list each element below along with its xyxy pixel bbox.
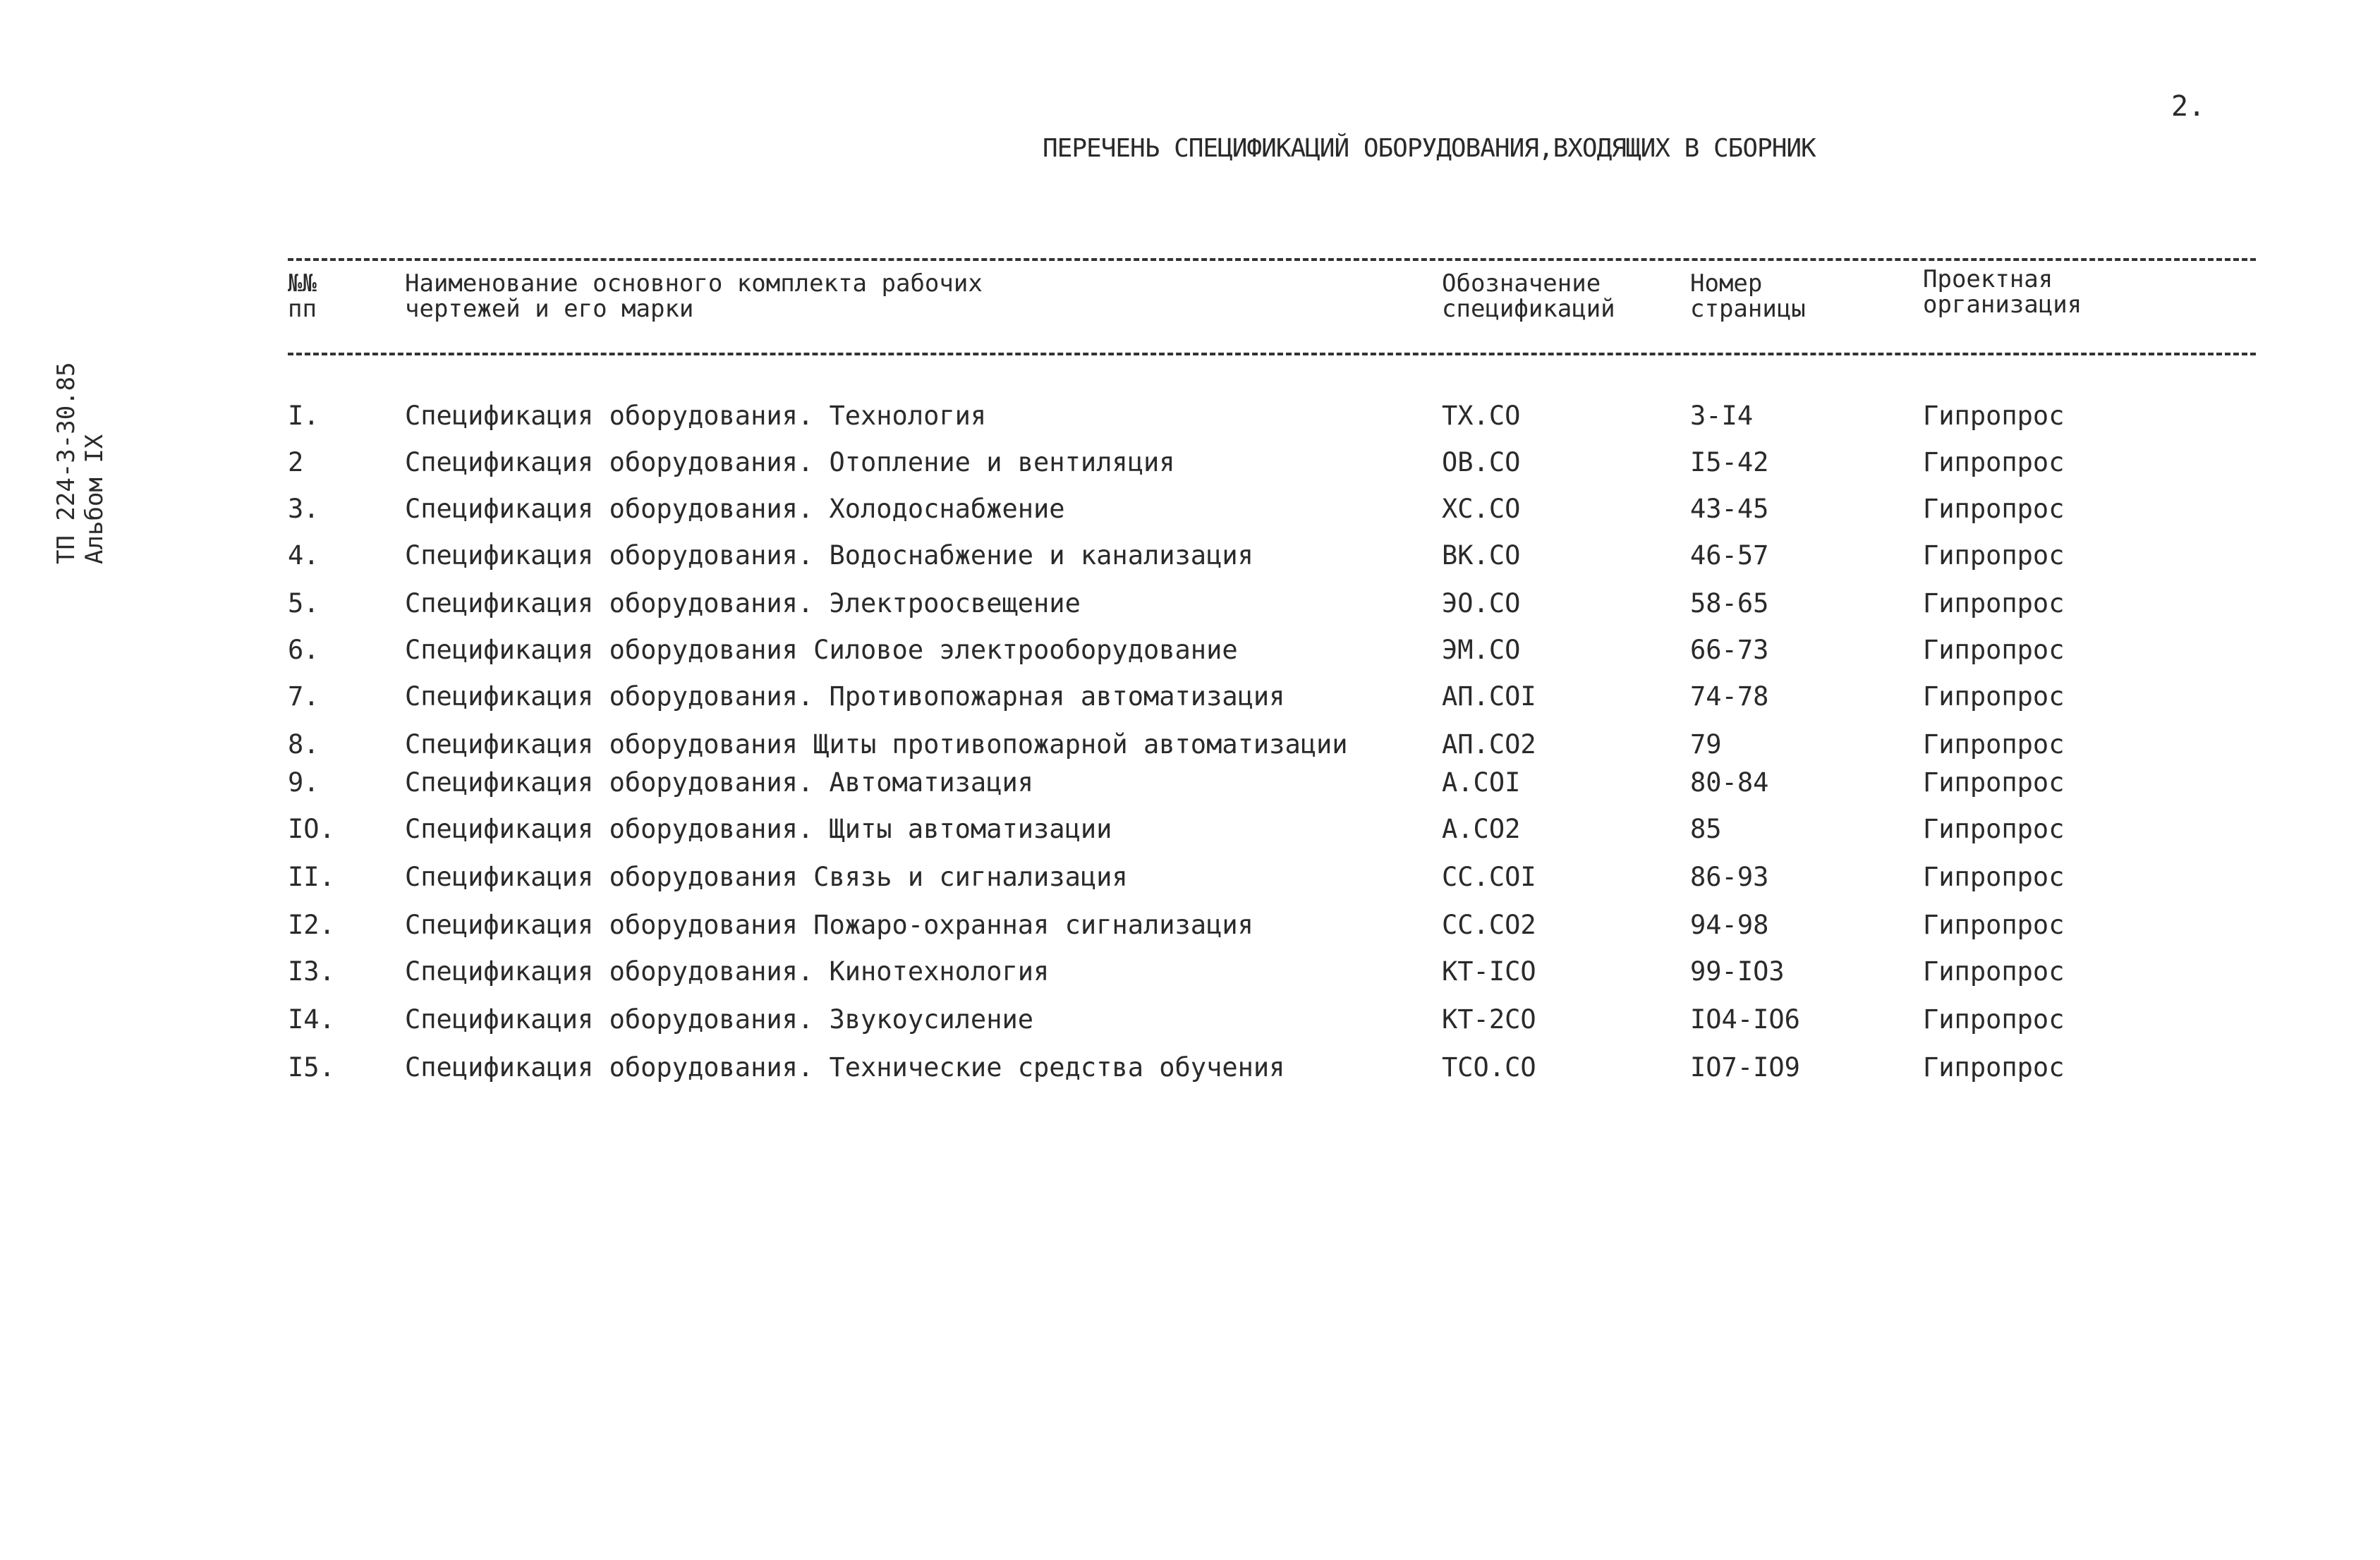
row-number: I. bbox=[288, 401, 320, 431]
row-pages: 74-78 bbox=[1690, 681, 1769, 712]
row-pages: 94-98 bbox=[1690, 910, 1769, 940]
row-number: I4. bbox=[288, 1004, 335, 1035]
row-code: ТХ.СО bbox=[1442, 401, 1521, 431]
header-num: №№ пп bbox=[288, 269, 317, 323]
row-code: АП.СО2 bbox=[1442, 729, 1536, 760]
row-code: ЭО.СО bbox=[1442, 588, 1521, 618]
row-pages: 66-73 bbox=[1690, 635, 1769, 665]
row-title: Спецификация оборудования. Автоматизация bbox=[405, 767, 1034, 798]
row-title: Спецификация оборудования. Холодоснабжение bbox=[405, 494, 1065, 524]
row-code: ЭМ.СО bbox=[1442, 635, 1521, 665]
row-code: СС.СОI bbox=[1442, 862, 1536, 892]
row-organization: Гипропрос bbox=[1923, 540, 2065, 571]
table-row bbox=[0, 447, 2380, 489]
table-top-rule bbox=[288, 258, 2256, 261]
row-pages: 43-45 bbox=[1690, 494, 1769, 524]
row-title: Спецификация оборудования Щиты противопожарной автоматизации bbox=[405, 729, 1348, 760]
row-pages: 86-93 bbox=[1690, 862, 1769, 892]
table-header-rule bbox=[288, 353, 2256, 355]
side-stamp-album: Альбом IX bbox=[80, 434, 109, 564]
row-number: 3. bbox=[288, 494, 320, 524]
row-title: Спецификация оборудования. Звукоусиление bbox=[405, 1004, 1034, 1035]
row-code: ОВ.СО bbox=[1442, 447, 1521, 477]
row-number: 9. bbox=[288, 767, 320, 798]
table-row bbox=[0, 1004, 2380, 1047]
row-code: КТ-IСО bbox=[1442, 956, 1536, 987]
page-number: 2. bbox=[2171, 90, 2206, 123]
header-code: Обозначение спецификаций bbox=[1442, 269, 1615, 323]
row-organization: Гипропрос bbox=[1923, 814, 2065, 844]
row-pages: IO4-IO6 bbox=[1690, 1004, 1800, 1035]
row-pages: 99-IO3 bbox=[1690, 956, 1785, 987]
row-number: I2. bbox=[288, 910, 335, 940]
row-number: I3. bbox=[288, 956, 335, 987]
row-pages: I5-42 bbox=[1690, 447, 1769, 477]
row-title: Спецификация оборудования. Противопожарная автоматизация bbox=[405, 681, 1285, 712]
row-number: II. bbox=[288, 862, 335, 892]
row-title: Спецификация оборудования. Водоснабжение и канализация bbox=[405, 540, 1253, 571]
row-number: 6. bbox=[288, 635, 320, 665]
table-row bbox=[0, 635, 2380, 677]
row-title: Спецификация оборудования. Технические средства обучения bbox=[405, 1052, 1285, 1083]
row-organization: Гипропрос bbox=[1923, 494, 2065, 524]
table-row bbox=[0, 956, 2380, 999]
row-number: 2 bbox=[288, 447, 304, 477]
table-row bbox=[0, 588, 2380, 630]
table-row bbox=[0, 494, 2380, 536]
row-code: ХС.СО bbox=[1442, 494, 1521, 524]
row-organization: Гипропрос bbox=[1923, 767, 2065, 798]
table-row bbox=[0, 681, 2380, 724]
row-organization: Гипропрос bbox=[1923, 681, 2065, 712]
table-row bbox=[0, 1052, 2380, 1095]
table-row bbox=[0, 540, 2380, 583]
row-number: 5. bbox=[288, 588, 320, 618]
row-title: Спецификация оборудования. Кинотехнология bbox=[405, 956, 1050, 987]
row-organization: Гипропрос bbox=[1923, 447, 2065, 477]
side-stamp-code: ТП 224-3-30.85 bbox=[52, 362, 80, 564]
header-org: Проектная организация bbox=[1923, 265, 2082, 319]
table-row bbox=[0, 767, 2380, 810]
row-title: Спецификация оборудования Силовое электрооборудование bbox=[405, 635, 1238, 665]
row-pages: 79 bbox=[1690, 729, 1722, 760]
row-number: I5. bbox=[288, 1052, 335, 1083]
row-number: IO. bbox=[288, 814, 335, 844]
row-organization: Гипропрос bbox=[1923, 401, 2065, 431]
row-number: 4. bbox=[288, 540, 320, 571]
row-title: Спецификация оборудования. Отопление и вентиляция bbox=[405, 447, 1175, 477]
row-pages: 80-84 bbox=[1690, 767, 1769, 798]
row-pages: 85 bbox=[1690, 814, 1722, 844]
row-organization: Гипропрос bbox=[1923, 956, 2065, 987]
document-title: ПЕРЕЧЕНЬ СПЕЦИФИКАЦИЙ ОБОРУДОВАНИЯ,ВХОДЯЩИХ В СБОРНИК bbox=[1043, 134, 1816, 163]
row-code: ТСО.СО bbox=[1442, 1052, 1536, 1083]
row-pages: 3-I4 bbox=[1690, 401, 1754, 431]
row-code: АП.СОI bbox=[1442, 681, 1536, 712]
table-row bbox=[0, 401, 2380, 443]
table-row bbox=[0, 729, 2380, 772]
row-title: Спецификация оборудования. Щиты автоматизации bbox=[405, 814, 1112, 844]
row-title: Спецификация оборудования. Электроосвещение bbox=[405, 588, 1081, 618]
row-organization: Гипропрос bbox=[1923, 910, 2065, 940]
row-number: 8. bbox=[288, 729, 320, 760]
row-number: 7. bbox=[288, 681, 320, 712]
row-organization: Гипропрос bbox=[1923, 1052, 2065, 1083]
row-title: Спецификация оборудования Пожаро-охранная сигнализация bbox=[405, 910, 1253, 940]
row-code: ВК.СО bbox=[1442, 540, 1521, 571]
row-organization: Гипропрос bbox=[1923, 729, 2065, 760]
row-pages: 46-57 bbox=[1690, 540, 1769, 571]
table-row bbox=[0, 862, 2380, 904]
row-code: А.СО2 bbox=[1442, 814, 1521, 844]
row-organization: Гипропрос bbox=[1923, 635, 2065, 665]
row-code: СС.СО2 bbox=[1442, 910, 1536, 940]
row-organization: Гипропрос bbox=[1923, 862, 2065, 892]
row-organization: Гипропрос bbox=[1923, 588, 2065, 618]
row-title: Спецификация оборудования Связь и сигнализация bbox=[405, 862, 1128, 892]
header-name: Наименование основного комплекта рабочих чертежей и его марки bbox=[405, 269, 983, 323]
row-title: Спецификация оборудования. Технология bbox=[405, 401, 987, 431]
table-row bbox=[0, 814, 2380, 856]
row-code: КТ-2СО bbox=[1442, 1004, 1536, 1035]
header-page: Номер страницы bbox=[1690, 269, 1806, 323]
row-pages: 58-65 bbox=[1690, 588, 1769, 618]
table-row bbox=[0, 910, 2380, 952]
row-organization: Гипропрос bbox=[1923, 1004, 2065, 1035]
row-code: А.СОI bbox=[1442, 767, 1521, 798]
row-pages: IO7-IO9 bbox=[1690, 1052, 1800, 1083]
